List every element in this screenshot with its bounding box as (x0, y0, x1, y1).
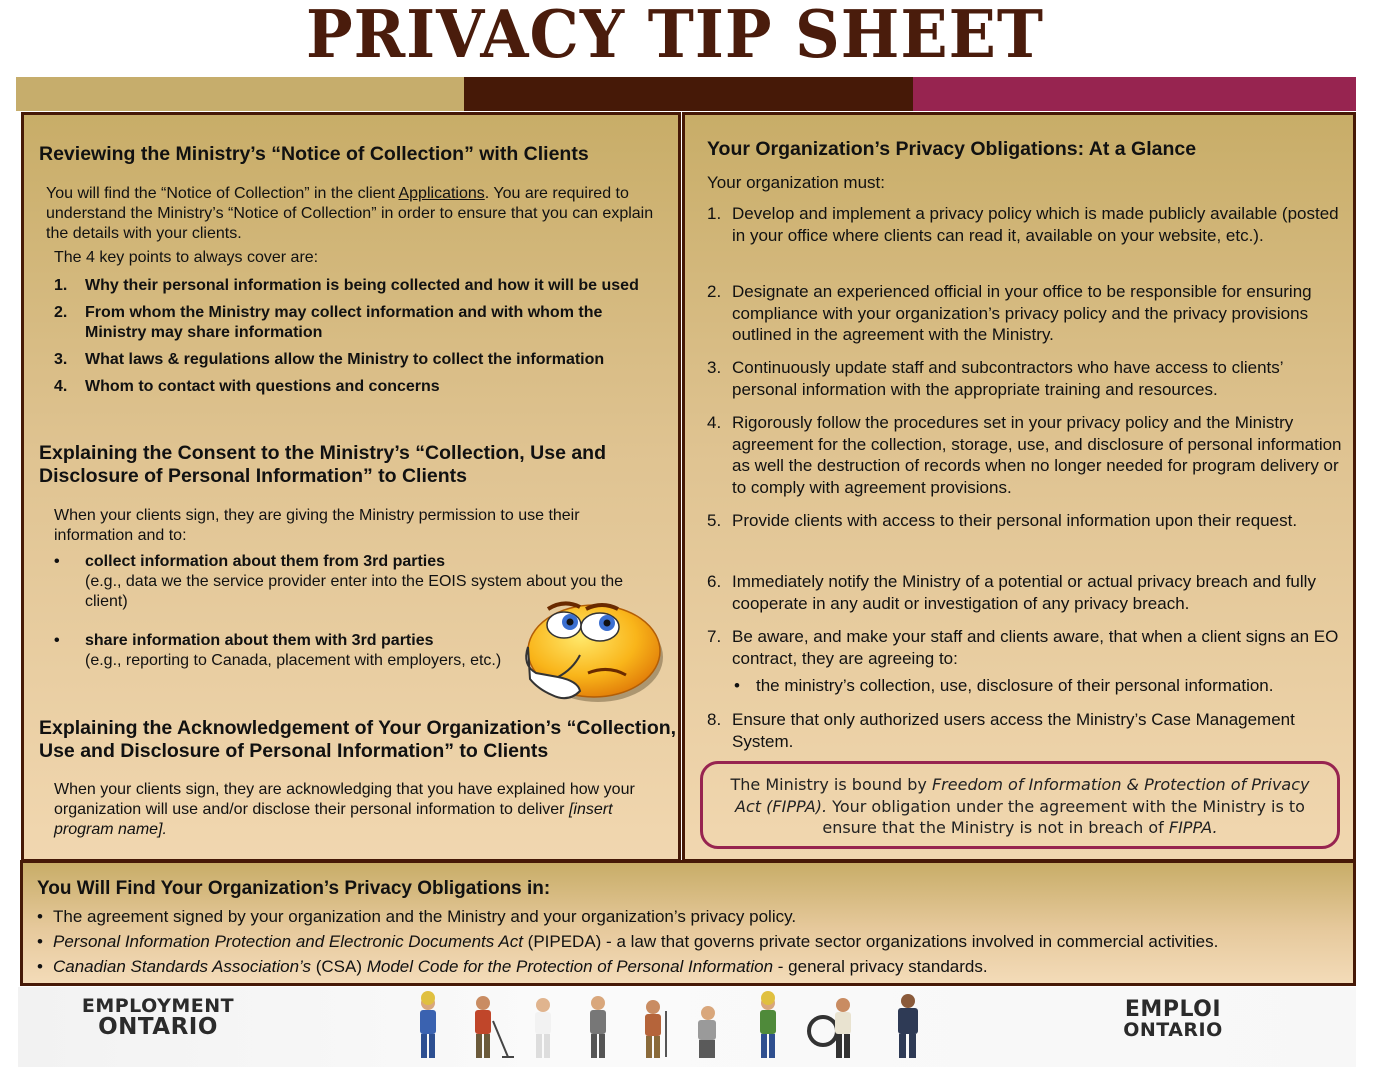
list-item (707, 203, 1352, 246)
left-panel (21, 112, 681, 862)
sub-bullet-item (732, 675, 1352, 697)
list-text: Rigorously follow the procedures set in your privacy policy and the Ministry agreement for the collection, storage, use, and disclosure of personal information as well the destruction of records when no longer needed for program delivery or to comply with agreement provisions. (732, 413, 1342, 497)
worker-figure-3 (535, 998, 551, 1058)
bullet: • (37, 957, 43, 976)
bullet: • (54, 553, 60, 570)
bullet-detail: (e.g., reporting to Canada, placement with employers, etc.) (85, 652, 502, 669)
list-number: 2. (707, 282, 722, 301)
page-title: PRIVACY TIP SHEET (305, 0, 1045, 73)
bullet-detail: (e.g., data we the service provider enter into the EOIS system about you the client) (85, 573, 624, 610)
list-number: 2. (54, 304, 68, 321)
section3-heading: Explaining the Acknowledgement of Your Organization’s “Collection, Use and Disclosure of Personal Information” to Clients (39, 717, 677, 762)
thinking-face-icon (518, 595, 668, 710)
list-item (54, 377, 664, 397)
list-text: Provide clients with access to their personal information upon their request. (732, 511, 1298, 530)
list-number: 3. (54, 351, 68, 368)
obligations-intro: Your organization must: (707, 173, 885, 192)
program-name-placeholder: [insert program name]. (54, 801, 613, 838)
worker-figure-6 (698, 1006, 716, 1058)
list-text: (CSA) (311, 957, 367, 976)
bullet: • (37, 932, 43, 951)
list-item (37, 904, 1347, 929)
logo-line: EMPLOI (1124, 997, 1222, 1022)
list-item (37, 929, 1347, 954)
list-text: Immediately notify the Ministry of a potential or actual privacy breach and fully cooperate in any audit or investigation of any privacy breach. (732, 572, 1316, 613)
worker-figure-2 (475, 996, 514, 1058)
list-text: The agreement signed by your organization and the Ministry and your organization’s privacy policy. (53, 907, 797, 926)
sources-heading: You Will Find Your Organization’s Privacy Obligations in: (37, 878, 551, 899)
list-number: 1. (707, 204, 722, 223)
right-panel (682, 112, 1356, 862)
worker-figure-1 (420, 991, 436, 1058)
bullet: • (54, 632, 60, 649)
list-text: From whom the Ministry may collect information and with whom the Ministry may share information (85, 304, 603, 341)
list-text: Develop and implement a privacy policy which is made publicly available (posted in your office where clients can read it, available on your website, etc.). (732, 204, 1339, 245)
list-number: 3. (707, 358, 722, 377)
fippa-text: Your obligation under the agreement with the Ministry is to ensure that the Ministry is not in breach of (822, 796, 1305, 837)
list-item (707, 709, 1352, 752)
list-item (54, 350, 664, 370)
list-number: 4. (54, 378, 68, 395)
list-text: (PIPEDA) - a law that governs private sector organizations involved in commercial activities. (522, 932, 1219, 951)
section1-lead: The 4 key points to always cover are: (54, 249, 319, 266)
list-number: 4. (707, 413, 722, 432)
sources-list (37, 904, 1347, 979)
logo-line: ONTARIO (98, 1014, 218, 1040)
section2-heading: Explaining the Consent to the Ministry’s “Collection, Use and Disclosure of Personal Information” to Clients (39, 442, 607, 487)
list-text: Continuously update staff and subcontractors who have access to clients’ personal information with the appropriate training and resources. (732, 358, 1283, 399)
fippa-acronym: FIPPA. (1168, 818, 1218, 837)
logo-line: ONTARIO (1123, 1019, 1223, 1041)
section1-intro (46, 184, 656, 244)
list-text: What laws & regulations allow the Ministry to collect the information (85, 351, 605, 368)
obligations-heading: Your Organization’s Privacy Obligations: At a Glance (707, 138, 1197, 160)
act-name: Personal Information Protection and Electronic Documents Act (53, 932, 523, 951)
list-number: 7. (707, 627, 722, 646)
section2-intro: When your clients sign, they are giving the Ministry permission to use their information and to: (54, 507, 580, 544)
bullet: • (37, 907, 43, 926)
list-item (707, 510, 1352, 532)
list-text: Ensure that only authorized users access the Ministry’s Case Management System. (732, 710, 1295, 751)
bullet-title: share information about them with 3rd parties (85, 632, 434, 649)
applications-link[interactable]: Applications (398, 185, 485, 202)
bottom-panel (20, 860, 1356, 986)
list-item (707, 357, 1352, 400)
footer (18, 987, 1356, 1067)
list-number: 5. (707, 511, 722, 530)
section1-heading: Reviewing the Ministry’s “Notice of Collection” with Clients (39, 143, 589, 165)
bullet-title: collect information about them from 3rd parties (85, 553, 446, 570)
list-number: 8. (707, 710, 722, 729)
list-item (707, 412, 1352, 498)
sub-bullet-text: the ministry’s collection, use, disclosure of their personal information. (756, 676, 1274, 695)
fippa-text: The Ministry is bound by (730, 775, 932, 794)
list-item (707, 571, 1352, 614)
worker-figure-9 (898, 994, 918, 1058)
list-text: Whom to contact with questions and concerns (85, 378, 440, 395)
emploi-ontario-logo (1098, 999, 1248, 1040)
header-bar-brown (464, 77, 913, 111)
fippa-callout (700, 761, 1340, 849)
list-item (707, 281, 1352, 346)
list-item (54, 631, 505, 671)
list-number: 6. (707, 572, 722, 591)
workers-illustration (398, 991, 958, 1063)
employment-ontario-logo (78, 997, 238, 1039)
worker-figure-7 (760, 991, 776, 1058)
logo-line: EMPLOYMENT (81, 995, 235, 1017)
code-name: Model Code for the Protection of Personal Information (366, 957, 774, 976)
intro-text-start: You will find the “Notice of Collection” in the client (46, 185, 399, 202)
worker-figure-5 (645, 1000, 666, 1058)
intro-text-end: . You are required to understand the Ministry’s “Notice of Collection” in order to ensure that you can explain the details with your clients. (46, 185, 654, 242)
key-points-list (54, 276, 664, 404)
fippa-act-name: Freedom of Information & Protection of Privacy Act (FIPPA). (735, 775, 1310, 816)
list-text: Be aware, and make your staff and clients aware, that when a client signs an EO contract, they are agreeing to: (732, 627, 1339, 668)
list-item (54, 303, 664, 343)
list-item (54, 276, 664, 296)
section3-text (54, 780, 664, 840)
org-name: Canadian Standards Association’s (53, 957, 311, 976)
worker-figure-4 (590, 996, 606, 1058)
bullet: • (734, 676, 740, 695)
list-text: Designate an experienced official in your office to be responsible for ensuring compliance with your organization’s privacy policy and the privacy provisions outlined in the agreement with the Ministry. (732, 282, 1312, 344)
list-item (707, 626, 1352, 697)
section3-body: When your clients sign, they are acknowledging that you have explained how your organization will use and/or disclose their personal information to deliver (54, 781, 635, 818)
list-text: Why their personal information is being collected and how it will be used (85, 277, 639, 294)
list-text: - general privacy standards. (773, 957, 988, 976)
header-bar-maroon (913, 77, 1356, 111)
list-item (37, 954, 1347, 979)
worker-figure-8 (809, 998, 851, 1058)
list-number: 1. (54, 277, 68, 294)
header-bar-tan (16, 77, 464, 111)
